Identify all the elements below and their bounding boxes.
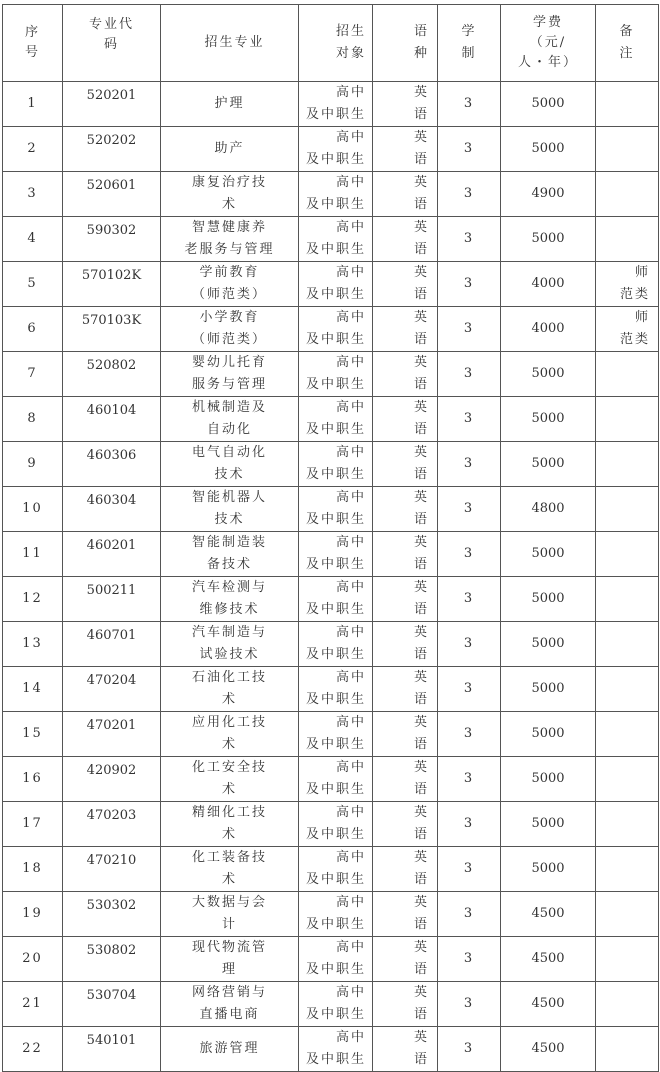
cell-note	[596, 757, 659, 802]
cell-seq: 13	[3, 622, 63, 667]
cell-target: 高中 及中职生	[299, 487, 373, 532]
cell-note	[596, 937, 659, 982]
header-seq: 序 号	[3, 5, 63, 82]
table-row	[3, 217, 659, 262]
table-row	[3, 487, 659, 532]
table-row	[3, 352, 659, 397]
cell-seq: 16	[3, 757, 63, 802]
cell-fee: 4000	[501, 262, 596, 307]
cell-major: 康复治疗技 术	[161, 172, 299, 217]
cell-code: 460201	[63, 532, 161, 577]
cell-lang: 英 语	[373, 82, 438, 127]
cell-target: 高中 及中职生	[299, 262, 373, 307]
cell-lang: 英 语	[373, 307, 438, 352]
table-row	[3, 892, 659, 937]
cell-duration: 3	[438, 892, 501, 937]
cell-fee: 5000	[501, 847, 596, 892]
enrollment-table	[2, 4, 659, 1072]
cell-duration: 3	[438, 667, 501, 712]
cell-target: 高中 及中职生	[299, 982, 373, 1027]
cell-major: 机械制造及 自动化	[161, 397, 299, 442]
cell-major: 智能制造装 备技术	[161, 532, 299, 577]
cell-major: 智能机器人 技术	[161, 487, 299, 532]
cell-note	[596, 172, 659, 217]
cell-fee: 5000	[501, 712, 596, 757]
cell-lang: 英 语	[373, 667, 438, 712]
cell-lang: 英 语	[373, 172, 438, 217]
cell-seq: 2	[3, 127, 63, 172]
cell-lang: 英 语	[373, 1027, 438, 1072]
cell-code: 570103K	[63, 307, 161, 352]
cell-duration: 3	[438, 127, 501, 172]
cell-target: 高中 及中职生	[299, 352, 373, 397]
table-row	[3, 757, 659, 802]
cell-note	[596, 442, 659, 487]
cell-code: 460304	[63, 487, 161, 532]
cell-seq: 20	[3, 937, 63, 982]
cell-target: 高中 及中职生	[299, 1027, 373, 1072]
cell-note	[596, 847, 659, 892]
cell-fee: 4500	[501, 982, 596, 1027]
cell-target: 高中 及中职生	[299, 82, 373, 127]
table-row	[3, 667, 659, 712]
cell-fee: 4500	[501, 892, 596, 937]
cell-lang: 英 语	[373, 802, 438, 847]
cell-note	[596, 892, 659, 937]
cell-lang: 英 语	[373, 577, 438, 622]
cell-seq: 5	[3, 262, 63, 307]
cell-lang: 英 语	[373, 442, 438, 487]
cell-target: 高中 及中职生	[299, 577, 373, 622]
cell-major: 电气自动化 技术	[161, 442, 299, 487]
header-lang: 语 种	[373, 5, 438, 82]
cell-duration: 3	[438, 217, 501, 262]
table-row	[3, 442, 659, 487]
cell-fee: 4500	[501, 937, 596, 982]
cell-code: 460104	[63, 397, 161, 442]
cell-code: 460701	[63, 622, 161, 667]
table-row	[3, 847, 659, 892]
cell-fee: 5000	[501, 622, 596, 667]
cell-code: 540101	[63, 1027, 161, 1072]
cell-duration: 3	[438, 397, 501, 442]
cell-note	[596, 127, 659, 172]
cell-code: 500211	[63, 577, 161, 622]
cell-code: 470201	[63, 712, 161, 757]
cell-target: 高中 及中职生	[299, 532, 373, 577]
cell-major: 化工装备技 术	[161, 847, 299, 892]
header-target: 招生 对象	[299, 5, 373, 82]
cell-duration: 3	[438, 352, 501, 397]
cell-code: 530802	[63, 937, 161, 982]
cell-seq: 3	[3, 172, 63, 217]
cell-lang: 英 语	[373, 217, 438, 262]
table-row	[3, 307, 659, 352]
cell-note	[596, 532, 659, 577]
table-row	[3, 397, 659, 442]
cell-duration: 3	[438, 937, 501, 982]
cell-note	[596, 802, 659, 847]
cell-note	[596, 487, 659, 532]
cell-code: 520802	[63, 352, 161, 397]
cell-target: 高中 及中职生	[299, 217, 373, 262]
cell-major: 汽车检测与 维修技术	[161, 577, 299, 622]
cell-lang: 英 语	[373, 757, 438, 802]
cell-duration: 3	[438, 82, 501, 127]
cell-target: 高中 及中职生	[299, 307, 373, 352]
cell-lang: 英 语	[373, 847, 438, 892]
cell-seq: 22	[3, 1027, 63, 1072]
cell-major: 精细化工技 术	[161, 802, 299, 847]
cell-target: 高中 及中职生	[299, 937, 373, 982]
table-row	[3, 622, 659, 667]
cell-fee: 5000	[501, 667, 596, 712]
cell-target: 高中 及中职生	[299, 172, 373, 217]
cell-lang: 英 语	[373, 712, 438, 757]
cell-target: 高中 及中职生	[299, 127, 373, 172]
cell-duration: 3	[438, 847, 501, 892]
cell-lang: 英 语	[373, 352, 438, 397]
header-note: 备 注	[596, 5, 659, 82]
table-row	[3, 712, 659, 757]
cell-code: 520201	[63, 82, 161, 127]
table-row	[3, 1027, 659, 1072]
cell-fee: 5000	[501, 127, 596, 172]
cell-seq: 12	[3, 577, 63, 622]
cell-code: 530704	[63, 982, 161, 1027]
cell-seq: 17	[3, 802, 63, 847]
table-body	[3, 82, 659, 1072]
cell-major: 小学教育 （师范类）	[161, 307, 299, 352]
cell-code: 470204	[63, 667, 161, 712]
cell-fee: 5000	[501, 802, 596, 847]
cell-target: 高中 及中职生	[299, 712, 373, 757]
cell-seq: 10	[3, 487, 63, 532]
cell-seq: 9	[3, 442, 63, 487]
cell-code: 420902	[63, 757, 161, 802]
cell-fee: 4500	[501, 1027, 596, 1072]
cell-duration: 3	[438, 577, 501, 622]
cell-seq: 11	[3, 532, 63, 577]
cell-major: 石油化工技 术	[161, 667, 299, 712]
cell-fee: 5000	[501, 352, 596, 397]
cell-note: 师 范类	[596, 262, 659, 307]
cell-fee: 4900	[501, 172, 596, 217]
cell-fee: 5000	[501, 757, 596, 802]
cell-major: 应用化工技 术	[161, 712, 299, 757]
cell-major: 现代物流管 理	[161, 937, 299, 982]
cell-seq: 15	[3, 712, 63, 757]
cell-fee: 4800	[501, 487, 596, 532]
cell-note	[596, 712, 659, 757]
cell-lang: 英 语	[373, 982, 438, 1027]
cell-seq: 21	[3, 982, 63, 1027]
cell-lang: 英 语	[373, 397, 438, 442]
table-row	[3, 802, 659, 847]
cell-duration: 3	[438, 487, 501, 532]
cell-fee: 5000	[501, 397, 596, 442]
cell-note	[596, 82, 659, 127]
cell-note	[596, 217, 659, 262]
cell-code: 520202	[63, 127, 161, 172]
header-fee: 学费 （元/ 人・年）	[501, 5, 596, 82]
table-row	[3, 577, 659, 622]
cell-code: 470210	[63, 847, 161, 892]
table-row	[3, 82, 659, 127]
cell-target: 高中 及中职生	[299, 847, 373, 892]
cell-fee: 5000	[501, 577, 596, 622]
cell-fee: 5000	[501, 532, 596, 577]
cell-seq: 14	[3, 667, 63, 712]
cell-note	[596, 397, 659, 442]
cell-code: 530302	[63, 892, 161, 937]
cell-note	[596, 577, 659, 622]
cell-code: 460306	[63, 442, 161, 487]
cell-code: 470203	[63, 802, 161, 847]
cell-duration: 3	[438, 172, 501, 217]
header-duration: 学 制	[438, 5, 501, 82]
cell-code: 590302	[63, 217, 161, 262]
cell-seq: 6	[3, 307, 63, 352]
cell-target: 高中 及中职生	[299, 622, 373, 667]
cell-fee: 5000	[501, 82, 596, 127]
cell-duration: 3	[438, 622, 501, 667]
cell-code: 520601	[63, 172, 161, 217]
cell-duration: 3	[438, 757, 501, 802]
cell-major: 婴幼儿托育 服务与管理	[161, 352, 299, 397]
cell-note: 师 范类	[596, 307, 659, 352]
cell-seq: 19	[3, 892, 63, 937]
cell-duration: 3	[438, 802, 501, 847]
cell-lang: 英 语	[373, 262, 438, 307]
table-header	[3, 5, 659, 82]
cell-duration: 3	[438, 262, 501, 307]
cell-major: 智慧健康养 老服务与管理	[161, 217, 299, 262]
cell-lang: 英 语	[373, 127, 438, 172]
table-row	[3, 262, 659, 307]
cell-major: 网络营销与 直播电商	[161, 982, 299, 1027]
cell-target: 高中 及中职生	[299, 892, 373, 937]
cell-lang: 英 语	[373, 892, 438, 937]
table-row	[3, 172, 659, 217]
header-code: 专业代 码	[63, 5, 161, 82]
cell-target: 高中 及中职生	[299, 802, 373, 847]
cell-target: 高中 及中职生	[299, 757, 373, 802]
header-major: 招生专业	[161, 5, 299, 82]
cell-note	[596, 622, 659, 667]
cell-major: 汽车制造与 试验技术	[161, 622, 299, 667]
cell-note	[596, 982, 659, 1027]
cell-major: 助产	[161, 127, 299, 172]
cell-lang: 英 语	[373, 532, 438, 577]
cell-code: 570102K	[63, 262, 161, 307]
cell-lang: 英 语	[373, 622, 438, 667]
cell-target: 高中 及中职生	[299, 667, 373, 712]
cell-seq: 7	[3, 352, 63, 397]
cell-duration: 3	[438, 982, 501, 1027]
cell-duration: 3	[438, 532, 501, 577]
cell-fee: 4000	[501, 307, 596, 352]
cell-fee: 5000	[501, 217, 596, 262]
cell-lang: 英 语	[373, 937, 438, 982]
cell-lang: 英 语	[373, 487, 438, 532]
cell-duration: 3	[438, 442, 501, 487]
cell-seq: 1	[3, 82, 63, 127]
cell-note	[596, 1027, 659, 1072]
cell-major: 化工安全技 术	[161, 757, 299, 802]
cell-duration: 3	[438, 712, 501, 757]
cell-duration: 3	[438, 307, 501, 352]
table-row	[3, 532, 659, 577]
cell-major: 旅游管理	[161, 1027, 299, 1072]
cell-note	[596, 352, 659, 397]
cell-seq: 18	[3, 847, 63, 892]
cell-seq: 8	[3, 397, 63, 442]
cell-seq: 4	[3, 217, 63, 262]
table-row	[3, 982, 659, 1027]
cell-duration: 3	[438, 1027, 501, 1072]
cell-target: 高中 及中职生	[299, 442, 373, 487]
cell-target: 高中 及中职生	[299, 397, 373, 442]
table-row	[3, 937, 659, 982]
cell-fee: 5000	[501, 442, 596, 487]
cell-major: 大数据与会 计	[161, 892, 299, 937]
table-row	[3, 127, 659, 172]
cell-note	[596, 667, 659, 712]
cell-major: 护理	[161, 82, 299, 127]
cell-major: 学前教育 （师范类）	[161, 262, 299, 307]
